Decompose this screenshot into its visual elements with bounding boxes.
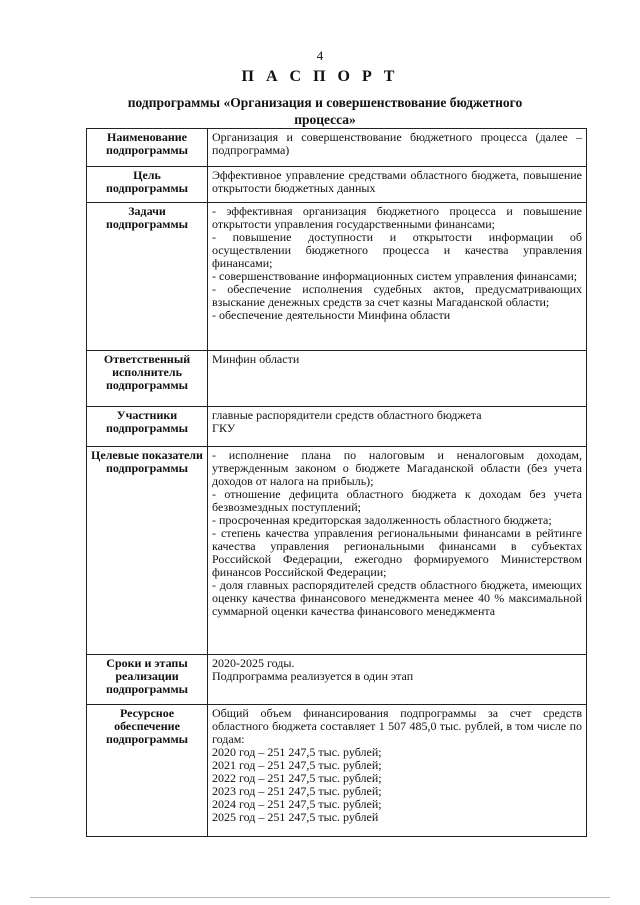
table-row [87, 129, 587, 167]
value-line: - доля главных распорядителей средств областного бюджета, имеющих оценку качества финансового менеджмента менее 40 % максимальной суммарной оценки качества финансового менеджмента [212, 578, 582, 618]
row-label: Ресурсное обеспечение подпрограммы [87, 705, 208, 837]
value-line: 2020-2025 годы. [212, 656, 295, 670]
value-line: главные распорядители средств областного бюджета [212, 408, 482, 422]
value-line: 2023 год – 251 247,5 тыс. рублей; [212, 784, 382, 798]
value-line: ГКУ [212, 421, 236, 435]
value-line: - совершенствование информационных систем управления финансами; [212, 269, 578, 283]
row-value [208, 447, 587, 655]
row-label: Ответственный исполнитель подпрограммы [87, 351, 208, 407]
value-line: Общий объем финансирования подпрограммы за счет средств областного бюджета составляет 1 507 485,0 тыс. рублей, в том числе по годам: [212, 706, 582, 746]
value-line: Эффективное управление средствами областного бюджета, повышение открытости бюджетных данных [212, 168, 582, 195]
value-line: Минфин области [212, 352, 300, 366]
table-row [87, 407, 587, 447]
row-label: Целевые показатели подпрограммы [87, 447, 208, 655]
row-label: Наименование подпрограммы [87, 129, 208, 167]
document-subtitle: подпрограммы «Организация и совершенствование бюджетного процесса» [127, 95, 523, 127]
value-line: - исполнение плана по налоговым и неналоговым доходам, утвержденным законом о бюджете Магаданской области (без учета доходов от налога на прибыль); [212, 448, 582, 488]
row-value [208, 129, 587, 167]
row-label: Цель подпрограммы [87, 167, 208, 203]
value-line: 2025 год – 251 247,5 тыс. рублей [212, 810, 379, 824]
page-number: 4 [316, 48, 324, 63]
table-row [87, 705, 587, 837]
row-value [208, 705, 587, 837]
row-value [208, 655, 587, 705]
page-edge-divider [30, 897, 610, 898]
row-value [208, 203, 587, 351]
value-line: Организация и совершенствование бюджетного процесса (далее – подпрограмма) [212, 130, 582, 157]
row-value [208, 351, 587, 407]
value-line: - обеспечение деятельности Минфина области [212, 308, 451, 322]
value-line: 2024 год – 251 247,5 тыс. рублей; [212, 797, 382, 811]
value-line: - эффективная организация бюджетного процесса и повышение открытости управления государственными финансами; [212, 204, 582, 231]
table-row [87, 203, 587, 351]
document-title: П А С П О Р Т [241, 68, 399, 85]
row-value [208, 407, 587, 447]
row-label: Задачи подпрограммы [87, 203, 208, 351]
value-line: - отношение дефицита областного бюджета к доходам без учета безвозмездных поступлений; [212, 487, 582, 514]
table-row [87, 447, 587, 655]
row-value [208, 167, 587, 203]
value-line: - просроченная кредиторская задолженность областного бюджета; [212, 513, 552, 527]
value-line: 2020 год – 251 247,5 тыс. рублей; [212, 745, 382, 759]
value-line: 2021 год – 251 247,5 тыс. рублей; [212, 758, 382, 772]
table-row [87, 167, 587, 203]
row-label: Сроки и этапы реализации подпрограммы [87, 655, 208, 705]
table-row [87, 351, 587, 407]
table-row [87, 655, 587, 705]
passport-table [86, 128, 587, 837]
value-line: - степень качества управления региональными финансами в рейтинге качества управления региональными финансами в субъектах Российской Федерации, ежегодно формируемого Министерством финансов Российской Федерации; [212, 526, 582, 579]
value-line: - обеспечение исполнения судебных актов, предусматривающих взыскание денежных средств за счет казны Магаданской области; [212, 282, 582, 309]
row-label: Участники подпрограммы [87, 407, 208, 447]
value-line: Подпрограмма реализуется в один этап [212, 669, 414, 683]
value-line: 2022 год – 251 247,5 тыс. рублей; [212, 771, 382, 785]
value-line: - повышение доступности и открытости информации об осуществлении бюджетного процесса и качества управления финансами; [212, 230, 582, 270]
